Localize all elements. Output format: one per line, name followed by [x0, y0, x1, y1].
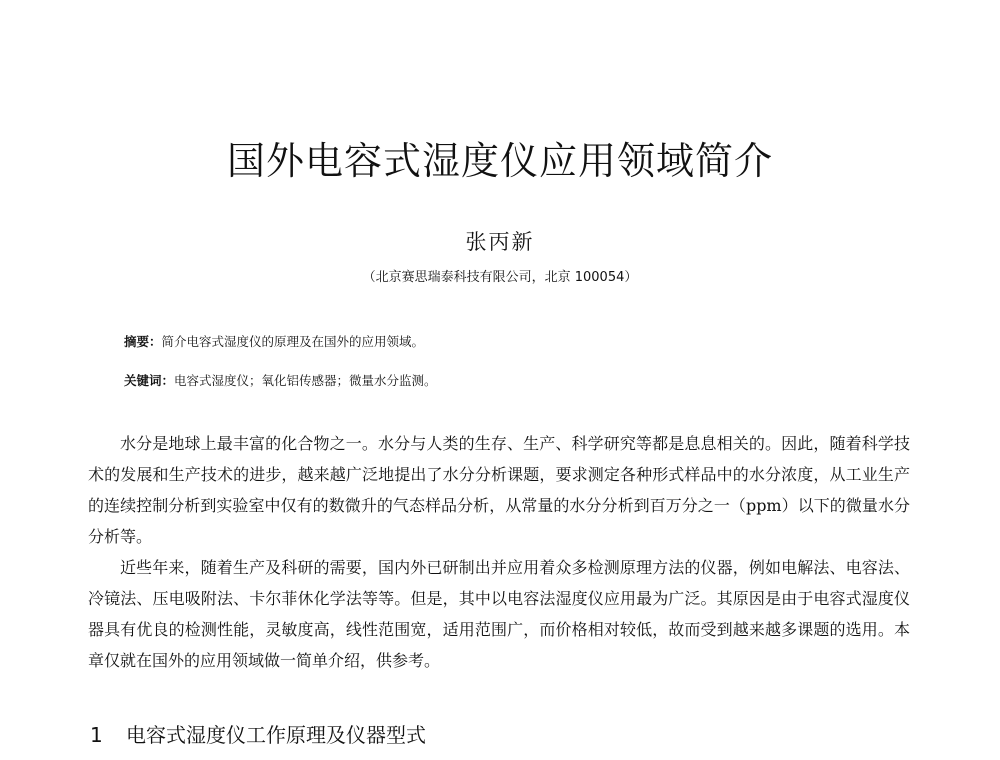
paragraph-1: 水分是地球上最丰富的化合物之一。水分与人类的生存、生产、科学研究等都是息息相关的。因此，随着科学技术的发展和生产技术的进步，越来越广泛地提出了水分分析课题，要求测定各种形式样品中的水分浓度，从工业生产的连续控制分析到实验室中仅有的数微升的气态样品分析，从常量的水分分析到百万分之一（ppm）以下的微量水分分析等。 — [88, 434, 910, 546]
section-number: 1 — [90, 723, 103, 747]
body-text — [88, 428, 910, 676]
section-title: 电容式湿度仪工作原理及仪器型式 — [126, 723, 426, 747]
keywords — [124, 371, 437, 389]
paragraph-2: 近些年来，随着生产及科研的需要，国内外已研制出并应用着众多检测原理方法的仪器，例如电解法、电容法、冷镜法、压电吸附法、卡尔菲休化学法等等。但是，其中以电容法湿度仪应用最为广泛。其原因是由于电容式湿度仪器具有优良的检测性能，灵敏度高，线性范围宽，适用范围广，而价格相对较低，故而受到越来越多课题的选用。本章仅就在国外的应用领域做一简单介绍，供参考。 — [88, 558, 910, 670]
abstract-text: 简介电容式湿度仪的原理及在国外的应用领域。 — [161, 334, 425, 349]
abstract — [124, 332, 424, 350]
paper-title: 国外电容式湿度仪应用领域简介 — [226, 139, 773, 183]
author-affiliation: （北京赛思瑞泰科技有限公司，北京 100054） — [362, 270, 638, 285]
abstract-label: 摘要： — [124, 334, 162, 349]
keywords-text: 电容式湿度仪；氧化铝传感器；微量水分监测。 — [174, 373, 437, 388]
keywords-label: 关键词： — [124, 373, 175, 388]
author-name: 张丙新 — [465, 230, 535, 254]
section-heading — [90, 719, 426, 748]
